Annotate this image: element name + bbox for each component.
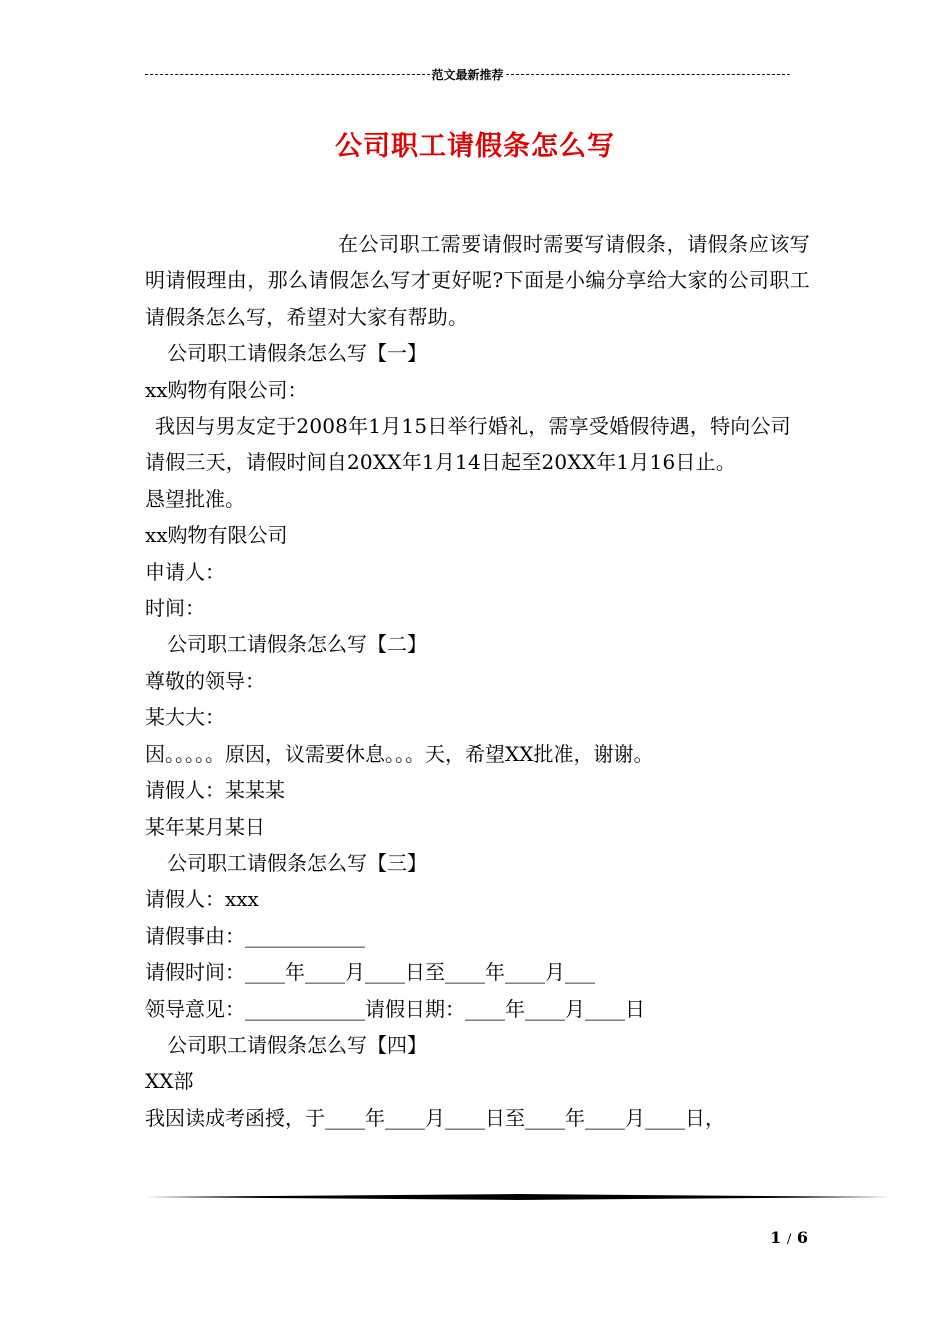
section-1-closing: 恳望批准。	[145, 486, 245, 511]
header-dashed-rule-left	[145, 74, 430, 75]
footer-tapered-line	[145, 1194, 890, 1200]
section-3-opinion: 领导意见：____________请假日期：____年____月____日	[145, 996, 645, 1021]
section-1-addressee: xx购物有限公司：	[145, 377, 308, 402]
section-4-body: 我因读成考函授，于____年____月____日至____年____月____日，	[145, 1105, 725, 1130]
section-3-heading: 公司职工请假条怎么写【三】	[167, 850, 427, 875]
section-1-body: 我因与男友定于2008年1月15日举行婚礼，需享受婚假待遇，特向公司请假三天，请假时间自20XX年1月14日起至20XX年1月16日止。	[145, 414, 791, 475]
section-3-applicant: 请假人：xxx	[145, 887, 259, 912]
document-title: 公司职工请假条怎么写	[335, 131, 615, 162]
section-2-name: 某大大：	[145, 705, 225, 730]
section-1-time: 时间：	[145, 596, 205, 621]
section-4-dept: XX部	[145, 1069, 194, 1094]
section-2-signer: 请假人：某某某	[145, 778, 285, 803]
section-3-reason: 请假事由：____________	[145, 923, 365, 948]
page-number	[760, 1228, 808, 1247]
section-1-heading: 公司职工请假条怎么写【一】	[167, 341, 427, 366]
section-4-heading: 公司职工请假条怎么写【四】	[167, 1032, 427, 1057]
section-3-period: 请假时间：____年____月____日至____年____月___	[145, 960, 595, 985]
intro-paragraph: 在公司职工需要请假时需要写请假条，请假条应该写明请假理由，那么请假怎么写才更好呢?下面是小编分享给大家的公司职工请假条怎么写，希望对大家有帮助。	[145, 232, 810, 329]
section-1-applicant: 申请人：	[145, 559, 225, 584]
footer-rule	[145, 1194, 890, 1200]
section-1-company: xx购物有限公司	[145, 523, 288, 548]
page-separator: /	[786, 1232, 792, 1247]
section-2-greeting: 尊敬的领导：	[145, 668, 265, 693]
document-body	[145, 226, 810, 1136]
section-2-heading: 公司职工请假条怎么写【二】	[167, 632, 427, 657]
page-current: 1	[770, 1228, 782, 1247]
page-total: 6	[796, 1228, 808, 1247]
header-dashed-rule-right	[506, 74, 791, 75]
page-header	[145, 66, 790, 83]
section-2-date: 某年某月某日	[145, 814, 265, 839]
section-2-body: 因。。。。。原因，议需要休息。。。天，希望XX批准，谢谢。	[145, 741, 654, 766]
header-label: 范文最新推荐	[431, 68, 504, 82]
